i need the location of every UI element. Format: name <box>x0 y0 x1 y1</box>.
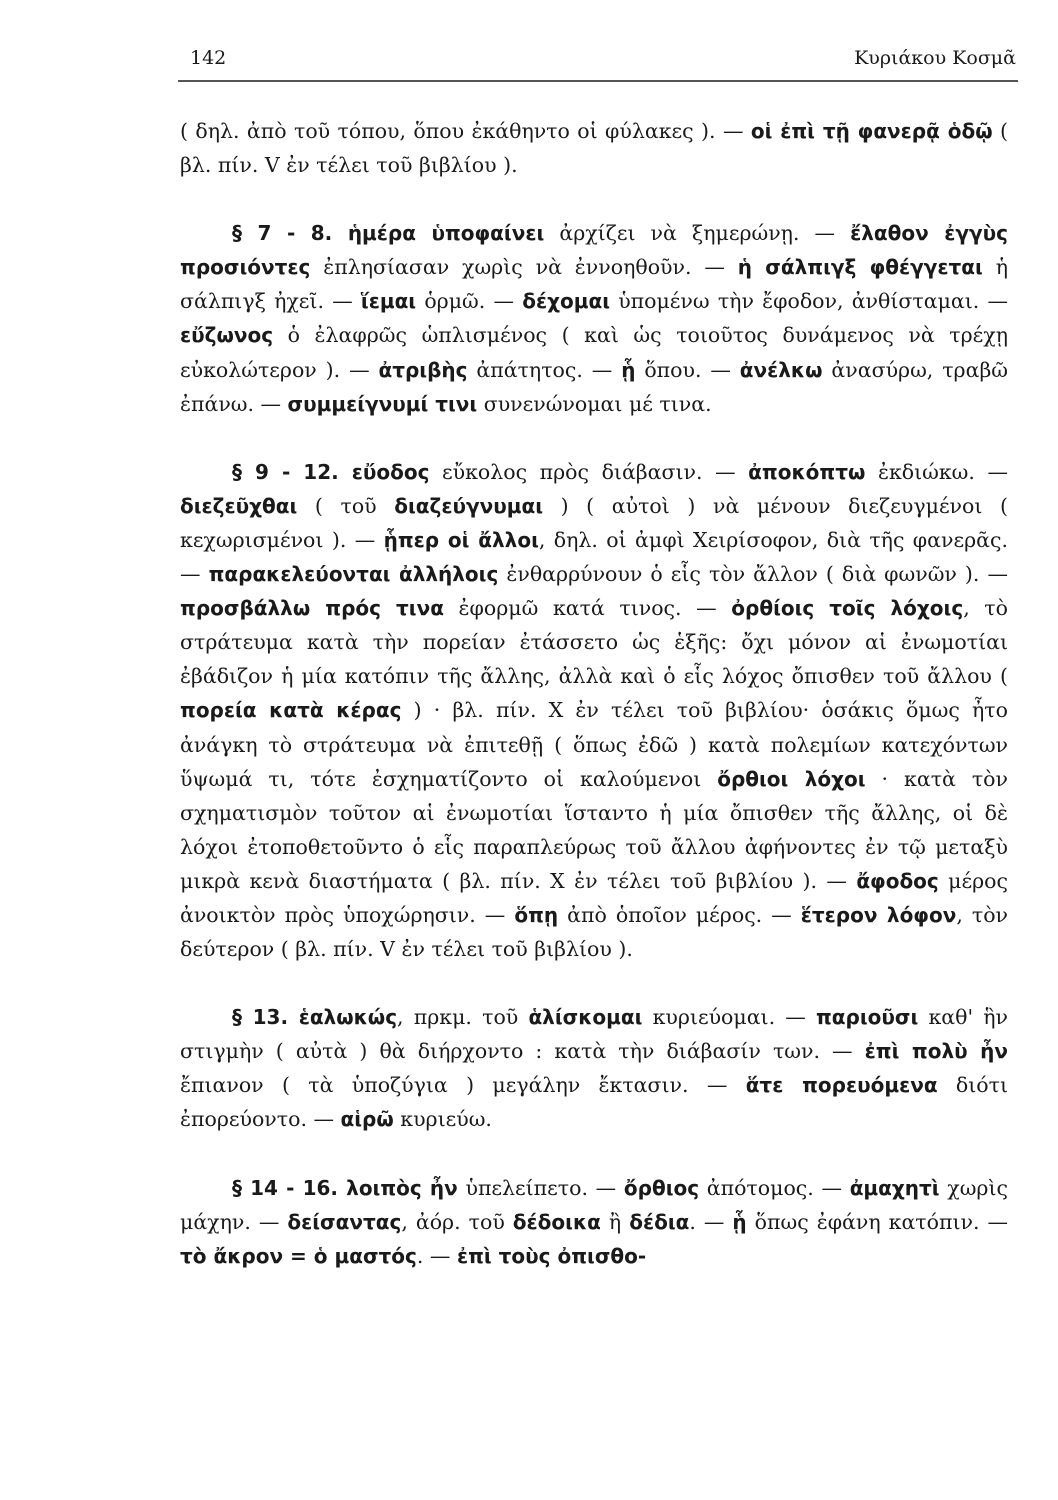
paragraph-section-14-16 <box>180 1171 1008 1273</box>
body-text: ἀπάτητος. — <box>467 357 622 382</box>
body-text: ἐπλησίασαν χωρὶς νὰ ἐννοηθοῦν. — <box>310 255 738 280</box>
bold-term: ἄφοδος <box>856 868 939 893</box>
body-text: ἀπότομος. — <box>699 1175 850 1200</box>
page-number: 142 <box>190 47 227 69</box>
bold-term: ᾗ <box>621 357 636 382</box>
body-text: ) · βλ. πίν. Χ ἐν τέλει τοῦ βιβλίου· ὁσάκις ὅμως ἦτο ἀνάγκη τὸ στράτευμα νὰ ἐπιτεθῇ ( ὅπως ἐδῶ ) κατὰ πολεμίων κατεχόντων ὕψωμά τι, τότε ἐσχηματίζοντο οἱ καλούμενοι <box>180 698 1008 791</box>
body-text: , ἀόρ. τοῦ <box>401 1209 513 1234</box>
body-text: , τὸ στράτευμα κατὰ τὴν πορείαν ἐτάσσετο ὡς ἑξῆς: ὄχι μόνον αἱ ἐνωμοτίαι ἐβάδιζον ἡ μία κατόπιν τῆς ἄλλης, ἀλλὰ καὶ ὁ εἷς λόχος ὄπισθεν τοῦ ἄλλου ( <box>180 596 1008 689</box>
body-text: . — <box>689 1209 733 1234</box>
body-text: εὔκολος πρὸς διάβασιν. — <box>429 459 749 484</box>
body-text: ἡ σάλπιγξ ἠχεῖ. — <box>180 255 1008 314</box>
paragraph-section-13 <box>180 1000 1008 1136</box>
body-text: ( δηλ. ἀπὸ τοῦ τόπου, ὅπου ἐκάθηντο οἱ φύλακες ). — <box>180 119 751 143</box>
body-text: ἐκδιώκω. — <box>865 459 1008 484</box>
bold-term: δέδοικα <box>512 1209 601 1234</box>
bold-term: δέδια <box>629 1209 690 1234</box>
bold-term: ἀτριβὴς <box>378 357 468 382</box>
body-text: ἀνασύρω, τραβῶ ἐπάνω. — <box>180 357 1009 416</box>
bold-term: παριοῦσι <box>815 1005 919 1030</box>
body-text: ἢ <box>600 1209 630 1234</box>
bold-term: ἐπὶ πολὺ ἦν <box>864 1039 1008 1064</box>
bold-term: ᾗπερ οἱ ἄλλοι <box>383 527 539 552</box>
bold-term: ἀμαχητὶ <box>849 1175 940 1200</box>
bold-term: ἅτε πορευόμενα <box>745 1073 938 1098</box>
bold-term: § 7 - 8. <box>232 221 348 246</box>
bold-term: τὸ ἄκρον = ὁ μαστός <box>180 1243 417 1268</box>
body-text: συνενώνομαι μέ τινα. <box>477 391 712 416</box>
body-text: ὁ ἐλαφρῶς ὡπλισμένος ( καὶ ὡς τοιοῦτος δυνάμενος νὰ τρέχῃ εὐκολώτερον ). — <box>180 323 1008 382</box>
paragraph-section-7-8 <box>180 216 1008 421</box>
body-text: ὁρμῶ. — <box>416 289 523 314</box>
body-text: διότι ἐπορεύοντο. — <box>180 1073 1009 1132</box>
bold-term: οἱ ἐπὶ τῇ φανερᾷ ὁδῷ <box>750 119 993 143</box>
bold-term: ἀποκόπτω <box>748 459 866 484</box>
bold-term: συμμείγνυμί τινι <box>287 391 478 416</box>
header-rule <box>178 80 1018 82</box>
bold-term: διεζεῦχθαι <box>180 493 298 518</box>
bold-term: ἡμέρα ὑποφαίνει <box>347 221 545 246</box>
body-text: καθ' ἣν στιγμὴν ( αὐτὰ ) θὰ διήρχοντο : κατὰ τὴν διάβασίν των. — <box>180 1005 1009 1064</box>
bold-term: διαζεύγνυμαι <box>394 493 543 518</box>
bold-term: πορεία κατὰ κέρας <box>180 698 402 723</box>
body-text: ) ( αὐτοὶ ) νὰ μένουν διεζευγμένοι ( κεχωρισμένοι ). — <box>180 493 1009 552</box>
page-body <box>180 114 1008 1273</box>
bold-term: ὄρθιος <box>623 1175 700 1200</box>
body-text: ἐφορμῶ κατά τινος. — <box>443 596 732 621</box>
bold-term: § 9 - 12. <box>232 459 352 484</box>
running-title: Κυριάκου Κοσμᾶ <box>854 47 1016 69</box>
bold-term: ἵεμαι <box>360 289 417 314</box>
body-text: . — <box>416 1243 457 1268</box>
body-text: · κατὰ τὸν σχηματισμὸν τοῦτον αἱ ἐνωμοτίαι ἵσταντο ἡ μία ὄπισθεν τῆς ἄλλης, οἱ δὲ λόχοι ἐτοποθετοῦντο ὁ εἷς παραπλεύρως τοῦ ἄλλου ἀφήνοντες ἐν τῷ μεταξὺ μικρὰ κενὰ διαστήματα ( βλ. πίν. Χ ἐν τέλει τοῦ βιβλίου ). — <box>180 766 1008 893</box>
body-text: , δηλ. οἱ ἀμφὶ Χειρίσοφον, διὰ τῆς φανερᾶς. — <box>180 527 1008 587</box>
body-text: κυριεύω. <box>393 1107 492 1132</box>
body-text: ( τοῦ <box>297 493 395 518</box>
bold-term: παρακελεύονται ἀλλήλοις <box>208 562 499 587</box>
bold-term: εὔοδος <box>351 459 430 484</box>
bold-term: ὅπῃ <box>514 902 559 927</box>
bold-term: ἑαλωκώς <box>298 1005 398 1030</box>
body-text: μέρος ἀνοικτὸν πρὸς ὑποχώρησιν. — <box>180 868 1008 927</box>
body-text: κυριεύομαι. — <box>642 1005 816 1030</box>
bold-term: δέχομαι <box>522 289 610 314</box>
body-text: ὑπομένω τὴν ἔφοδον, ἀνθίσταμαι. — <box>609 289 1009 314</box>
body-text: ὑπελείπετο. — <box>457 1175 624 1200</box>
paragraph-section-9-12 <box>180 455 1008 966</box>
body-text: ὅπως ἐφάνη κατόπιν. — <box>746 1209 1008 1234</box>
body-text: ἐνθαρρύνουν ὁ εἷς τὸν ἄλλον ( διὰ φωνῶν ). — <box>498 562 1008 587</box>
body-text: ( βλ. πίν. V ἐν τέλει τοῦ βιβλίου ). <box>180 119 1008 178</box>
body-text: ὅπου. — <box>635 357 740 382</box>
body-text: , πρκμ. τοῦ <box>397 1005 529 1030</box>
body-text: ἀρχίζει νὰ ξημερώνῃ. — <box>544 221 851 246</box>
bold-term: ἁλίσκομαι <box>528 1005 643 1030</box>
bold-term: § 14 - 16. <box>232 1175 347 1200</box>
bold-term: προσβάλλω πρός τινα <box>180 596 444 621</box>
bold-term: ἡ σάλπιγξ φθέγγεται <box>737 255 983 280</box>
bold-term: εὔζωνος <box>180 323 274 348</box>
bold-term: ᾗ <box>732 1209 747 1234</box>
bold-term: λοιπὸς ἦν <box>346 1175 458 1200</box>
bold-term: ἐπὶ τοὺς ὀπισθο- <box>456 1243 647 1268</box>
bold-term: § 13. <box>232 1005 299 1030</box>
bold-term: ἔλαθον ἐγγὺς προσιόντες <box>180 221 1008 280</box>
bold-term: ἀνέλκω <box>739 357 823 382</box>
bold-term: ὀρθίοις τοῖς λόχοις <box>731 596 964 621</box>
bold-term: ἕτερον λόφον <box>800 902 957 927</box>
bold-term: δείσαντας <box>287 1209 402 1234</box>
body-text: , τὸν δεύτερον ( βλ. πίν. V ἐν τέλει τοῦ βιβλίου ). <box>180 902 1008 962</box>
body-text: ἀπὸ ὁποῖον μέρος. — <box>558 902 801 927</box>
body-text: ἔπιανον ( τὰ ὑποζύγια ) μεγάλην ἔκτασιν. — <box>180 1073 746 1098</box>
paragraph-continuation <box>180 114 1008 182</box>
body-text: χωρὶς μάχην. — <box>180 1175 1009 1234</box>
bold-term: ὄρθιοι λόχοι <box>717 766 866 791</box>
bold-term: αἱρῶ <box>340 1107 394 1132</box>
